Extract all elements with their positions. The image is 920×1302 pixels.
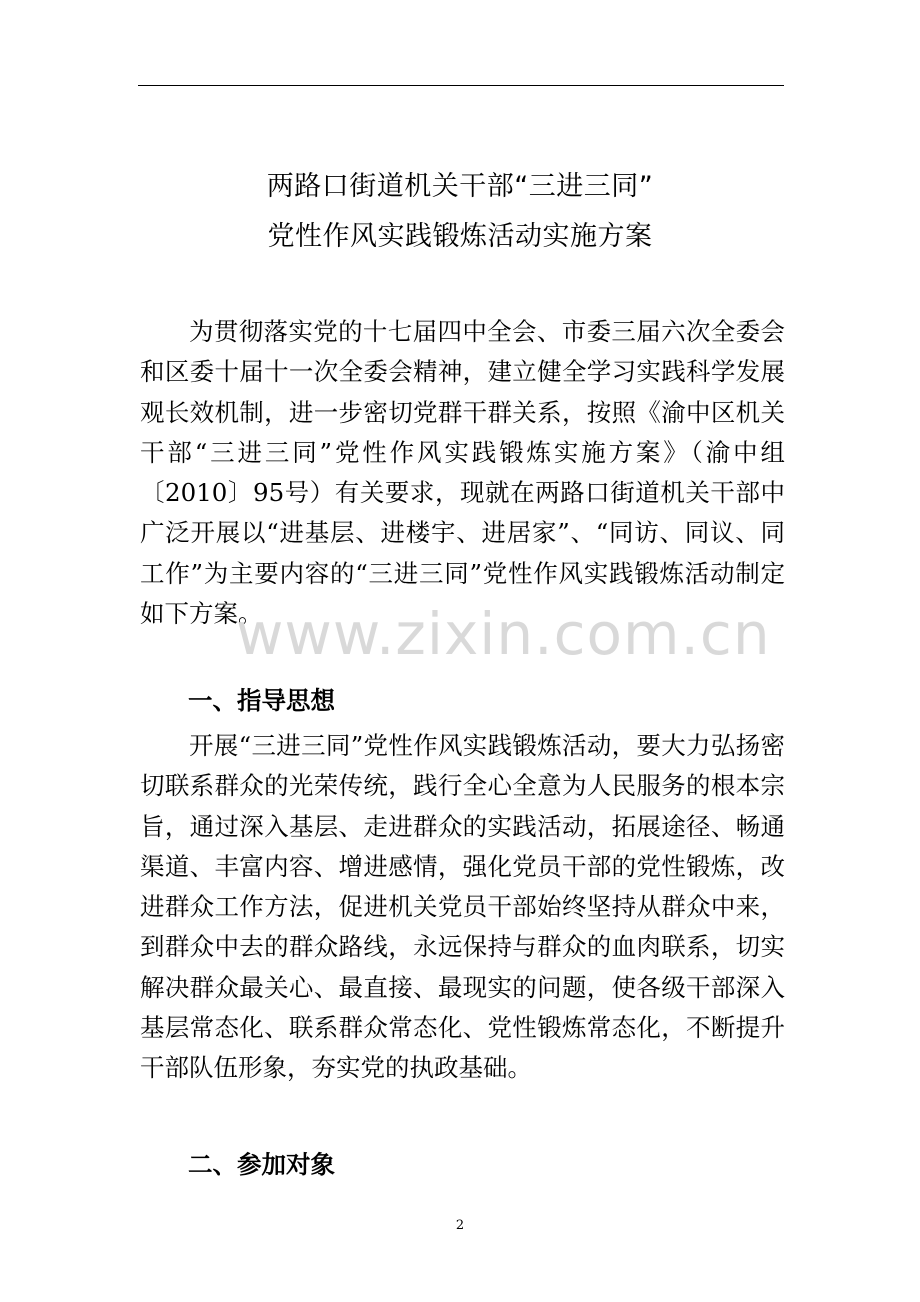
section1-paragraph: 开展“三进三同”党性作风实践锻炼活动，要大力弘扬密切联系群众的光荣传统，践行全心全意为人民服务的根本宗旨，通过深入基层、走进群众的实践活动，拓展途径、畅通渠道、丰富内容、增进感情，强化党员干部的党性锻炼，改进群众工作方法，促进机关党员干部始终坚持从群众中来，到群众中去的群众路线，永远保持与群众的血肉联系，切实解决群众最关心、最直接、最现实的问题，使各级干部深入基层常态化、联系群众常态化、党性锻炼常态化，不断提升干部队伍形象，夯实党的执政基础。 <box>140 731 785 1083</box>
header-rule <box>138 85 784 86</box>
section-heading-guiding-ideology: 一、指导思想 <box>188 686 335 715</box>
document-title-line1: 两路口街道机关干部“三进三同” <box>266 171 654 202</box>
section-heading-participants: 二、参加对象 <box>188 1150 335 1179</box>
intro-paragraph: 为贯彻落实党的十七届四中全会、市委三届六次全委会和区委十届十一次全委会精神，建立健全学习实践科学发展观长效机制，进一步密切党群干群关系，按照《渝中区机关干部“三进三同”党性作风实践锻炼实施方案》（渝中组〔2010〕95号）有关要求，现就在两路口街道机关干部中广泛开展以“进基层、进楼宇、进居家”、“同访、同议、同工作”为主要内容的“三进三同”党性作风实践锻炼活动制定如下方案。 <box>140 317 785 629</box>
page-number: 2 <box>455 1218 465 1233</box>
document-title-line2: 党性作风实践锻炼活动实施方案 <box>267 221 653 252</box>
watermark: www.zixin.com.cn <box>236 600 771 668</box>
